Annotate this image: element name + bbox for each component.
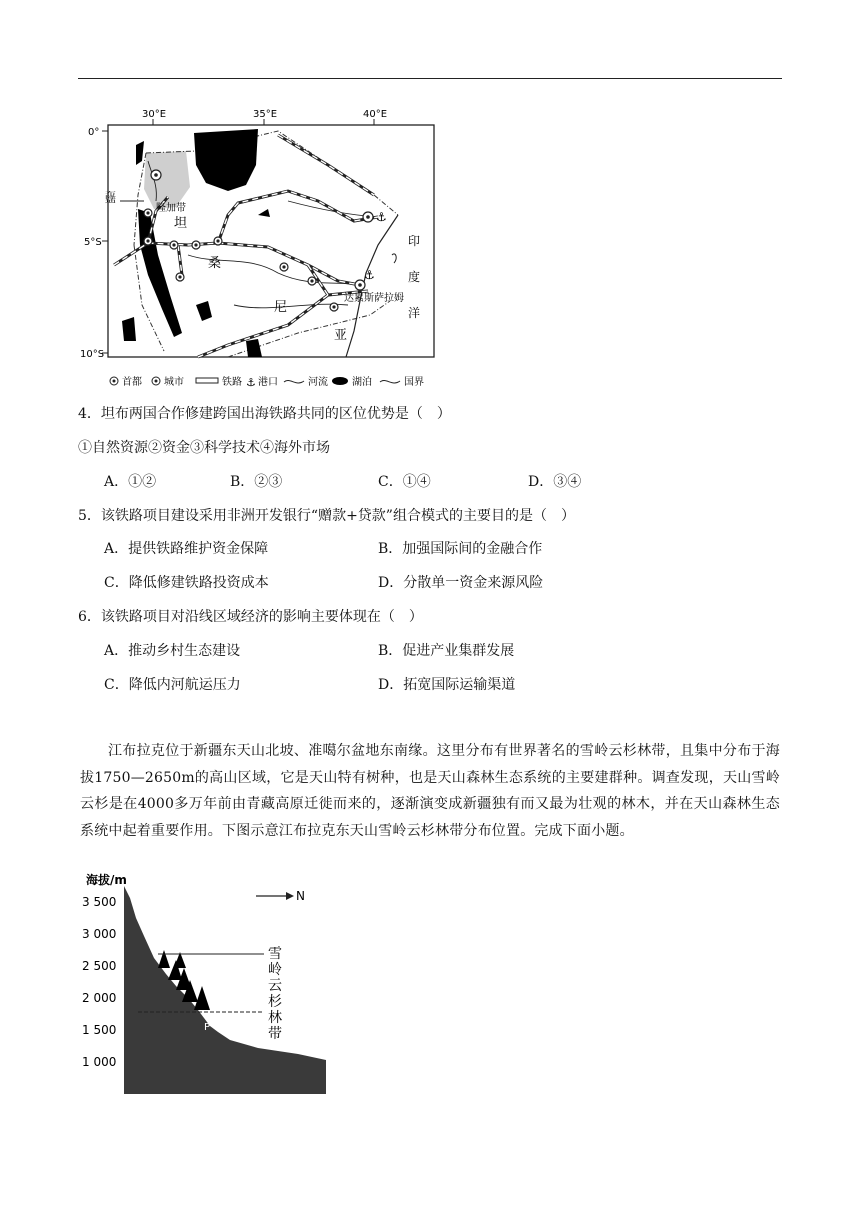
q4-stem: 4．坦布两国合作修建跨国出海铁路共同的区位优势是（ ）	[78, 406, 451, 422]
svg-text:雪: 雪	[268, 946, 282, 962]
label-yang: 洋	[408, 306, 421, 320]
q4-option-b[interactable]: B．②③	[230, 474, 283, 490]
legend-port-icon: ⚓	[246, 376, 256, 389]
lat-label-10s: 10°S	[80, 349, 105, 360]
map-legend	[110, 375, 424, 389]
q6-option-c[interactable]: C．降低内河航运压力	[104, 677, 241, 693]
port-icon-tanga: ⚓	[376, 210, 387, 224]
q4-sub: ①自然资源②资金③科学技术④海外市场	[78, 440, 330, 456]
q4-option-d[interactable]: D．③④	[528, 474, 582, 490]
tick-2000: 2 000	[82, 991, 117, 1005]
label-yin: 印	[408, 234, 421, 248]
q4-option-c[interactable]: C．①④	[378, 474, 431, 490]
q6-option-a[interactable]: A．推动乡村生态建设	[104, 643, 241, 659]
label-kigoma: 隆加带	[156, 203, 186, 214]
tick-1000: 1 000	[82, 1055, 117, 1069]
point-p: P	[204, 1022, 211, 1033]
label-dar: 达累斯萨拉姆	[344, 293, 404, 304]
port-icon-dar: ⚓	[364, 268, 375, 282]
lon-label-30: 30°E	[142, 109, 167, 120]
lon-label-35: 35°E	[253, 109, 278, 120]
legend-capital: 首都	[122, 377, 142, 388]
profile-ylabel: 海拔/m	[86, 873, 127, 887]
svg-text:杉: 杉	[268, 994, 282, 1010]
profile-ticks	[82, 895, 116, 1069]
q6-option-d[interactable]: D．拓宽国际运输渠道	[378, 677, 516, 693]
tick-1500: 1 500	[82, 1023, 117, 1037]
svg-text:林: 林	[268, 1010, 282, 1026]
label-tan: 坦	[174, 216, 188, 231]
label-ya: 亚	[334, 328, 348, 343]
belt-label	[268, 946, 282, 1042]
svg-text:带: 带	[268, 1026, 282, 1042]
tick-3000: 3 000	[82, 927, 117, 941]
q5-option-a[interactable]: A．提供铁路维护资金保障	[104, 541, 269, 557]
lon-label-40: 40°E	[363, 109, 388, 120]
mountain-slope	[124, 886, 326, 1094]
legend-port: 港口	[258, 377, 278, 388]
q6-stem: 6．该铁路项目对沿线区域经济的影响主要体现在（ ）	[78, 609, 423, 625]
tick-3500: 3 500	[82, 895, 117, 909]
railway-map	[78, 105, 458, 395]
lat-label-0: 0°	[88, 127, 100, 138]
legend-lake: 湖泊	[352, 377, 372, 388]
q5-option-b[interactable]: B．加强国际间的金融合作	[378, 541, 543, 557]
passage: 江布拉克位于新疆东天山北坡、准噶尔盆地东南缘。这里分布有世界著名的雪岭云杉林带，且集中分布于海拔1750—2650m的高山区域，它是天山特有树种，也是天山森林生态系统的主要建群种。调查发现，天山雪岭云杉是在4000多万年前由青藏高原迁徙而来的，逐渐演变成新疆独有而又最为壮观的林木，并在天山森林生态系统中起着重要作用。下图示意江布拉克东天山雪岭云杉林带分布位置。完成下面小题。	[80, 743, 780, 839]
legend-border: 国界	[404, 377, 424, 388]
north-label: N	[296, 889, 305, 903]
label-ni: 尼	[274, 300, 288, 315]
q6-option-b[interactable]: B．促进产业集群发展	[378, 643, 515, 659]
spruce-belt-profile	[78, 868, 338, 1098]
svg-text:云: 云	[268, 978, 282, 994]
lat-label-5s: 5°S	[84, 237, 102, 248]
header-rule	[78, 78, 782, 79]
legend-city: 城市	[164, 377, 184, 388]
legend-river: 河流	[308, 377, 328, 388]
q5-option-c[interactable]: C．降低修建铁路投资成本	[104, 575, 269, 591]
legend-railway: 铁路	[222, 377, 242, 388]
label-du: 度	[408, 270, 421, 284]
q5-option-d[interactable]: D．分散单一资金来源风险	[378, 575, 544, 591]
label-burundi	[104, 191, 117, 203]
q5-stem: 5．该铁路项目建设采用非洲开发银行“赠款+贷款”组合模式的主要目的是（ ）	[78, 508, 575, 524]
svg-text:岭: 岭	[268, 962, 282, 978]
tick-2500: 2 500	[82, 959, 117, 973]
label-sang: 桑	[208, 256, 222, 271]
q4-option-a[interactable]: A．①②	[104, 474, 157, 490]
